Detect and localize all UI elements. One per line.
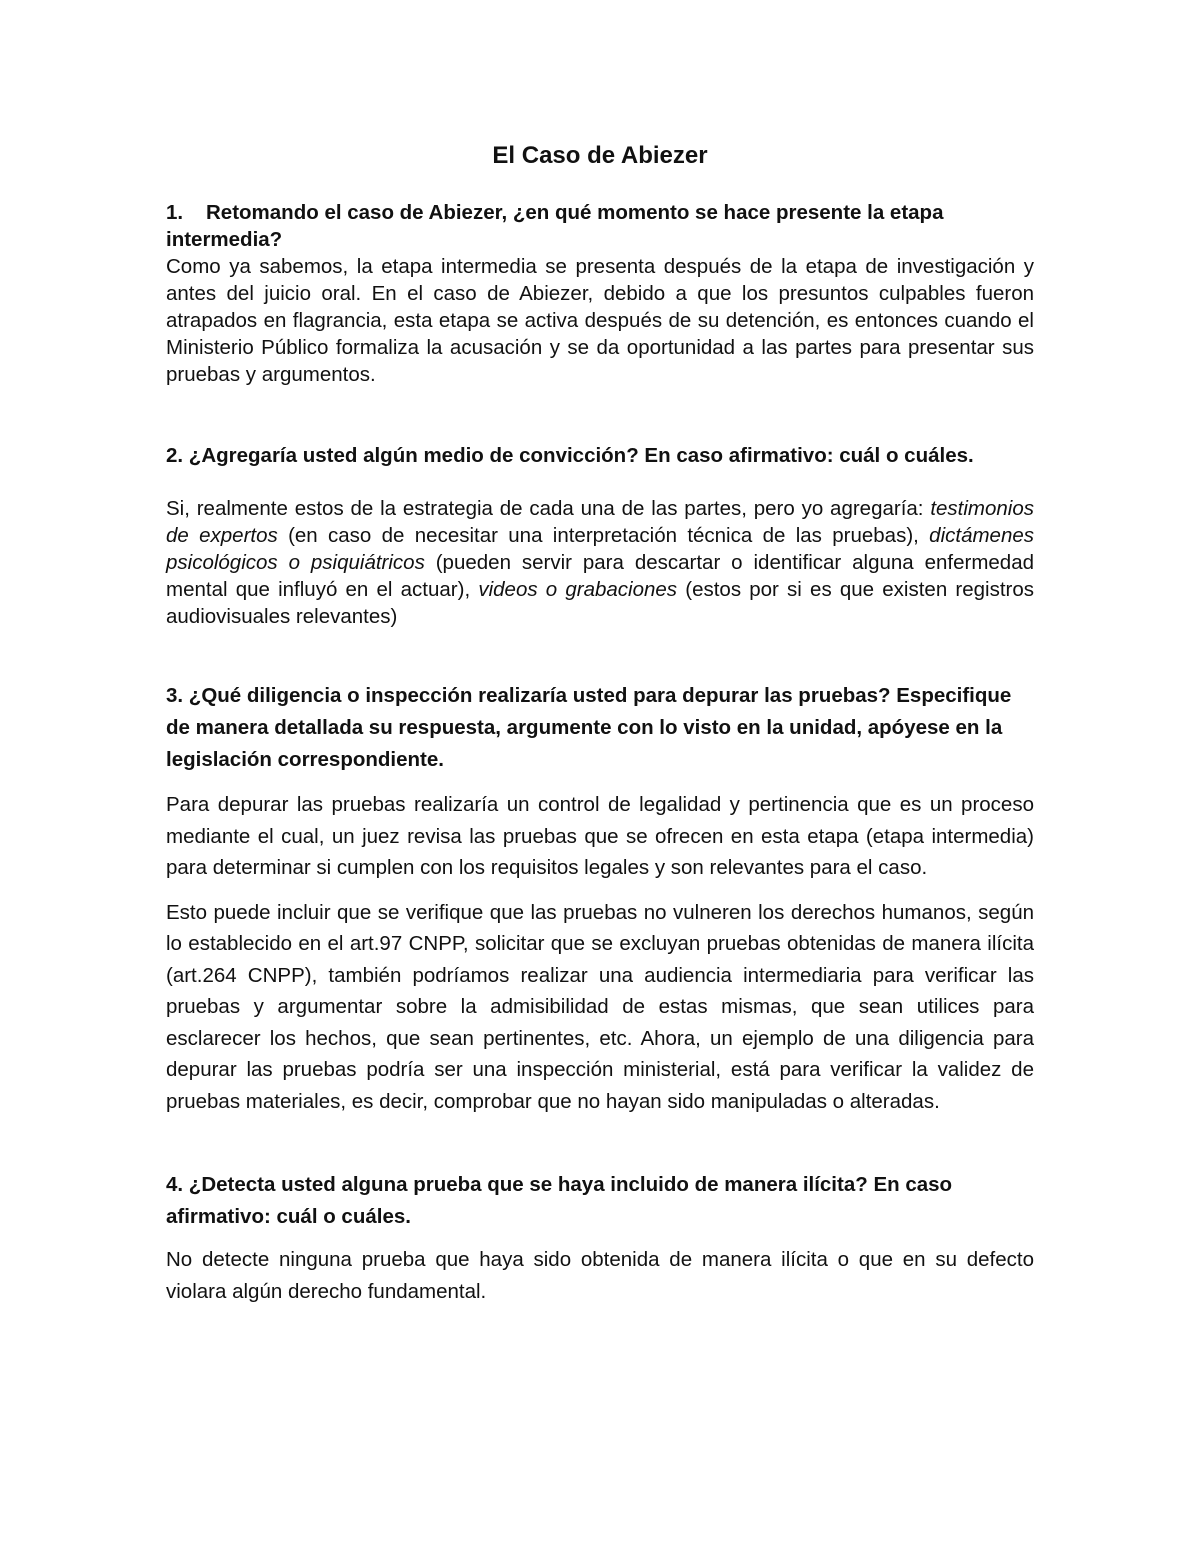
question-3: 3. ¿Qué diligencia o inspección realizaría usted para depurar las pruebas? Especifique de manera detallada su respuesta, argumente con lo visto en la unidad, apóyese en la legislación correspondiente. — [166, 684, 1012, 771]
answer-2-emphasis-expert-testimony: testimonios de expertos — [166, 497, 1034, 547]
answer-3-paragraph-1: Para depurar las pruebas realizaría un control de legalidad y pertinencia que es un proceso mediante el cual, un juez revisa las pruebas que se ofrecen en esta etapa (etapa intermedia) para determinar si cumplen con los requisitos legales y son relevantes para el caso. — [166, 793, 1034, 879]
question-1-text: Retomando el caso de Abiezer, ¿en qué momento se hace presente la etapa intermedia? — [166, 201, 944, 251]
question-4: 4. ¿Detecta usted alguna prueba que se haya incluido de manera ilícita? En caso afirmativo: cuál o cuáles. — [166, 1173, 953, 1228]
question-1-number: 1. — [166, 201, 184, 224]
answer-2-emphasis-psych-reports: dictámenes psicológicos o psiquiátricos — [166, 524, 1035, 574]
answer-2-text-a: Si, realmente estos de la estrategia de cada una de las partes, pero yo agregaría: — [166, 497, 931, 520]
question-2: 2. ¿Agregaría usted algún medio de convicción? En caso afirmativo: cuál o cuáles. — [166, 444, 974, 467]
answer-2-text-b: (en caso de necesitar una interpretación técnica de las pruebas), — [277, 524, 930, 547]
document-body — [166, 140, 1034, 1307]
answer-2-text-d: (estos por si es que existen registros audiovisuales relevantes) — [166, 578, 1035, 628]
answer-2-text-c: (pueden servir para descartar o identificar alguna enfermedad mental que influyó en el actuar), — [166, 551, 1034, 601]
answer-2 — [166, 495, 1034, 630]
answer-4: No detecte ninguna prueba que haya sido obtenida de manera ilícita o que en su defecto violara algún derecho fundamental. — [166, 1248, 1034, 1303]
answer-1: Como ya sabemos, la etapa intermedia se presenta después de la etapa de investigación y antes del juicio oral. En el caso de Abiezer, debido a que los presuntos culpables fueron atrapados en flagrancia, esta etapa se activa después de su detención, es entonces cuando el Ministerio Público formaliza la acusación y se da oportunidad a las partes para presentar sus pruebas y argumentos. — [166, 255, 1034, 386]
document-title: El Caso de Abiezer — [492, 142, 708, 169]
question-1 — [166, 199, 1034, 253]
answer-3-paragraph-2: Esto puede incluir que se verifique que las pruebas no vulneren los derechos humanos, según lo establecido en el art.97 CNPP, solicitar que se excluyan pruebas obtenidas de manera ilícita (art.264 CNPP), también podríamos realizar una audiencia intermediaria para verificar las pruebas y argumentar sobre la admisibilidad de estas mismas, que sean utilices para esclarecer los hechos, que sean pertinentes, etc. Ahora, un ejemplo de una diligencia para depurar las pruebas podría ser una inspección ministerial, está para verificar la validez de pruebas materiales, es decir, comprobar que no hayan sido manipuladas o alteradas. — [166, 900, 1034, 1113]
answer-2-emphasis-videos: videos o grabaciones — [478, 578, 678, 601]
